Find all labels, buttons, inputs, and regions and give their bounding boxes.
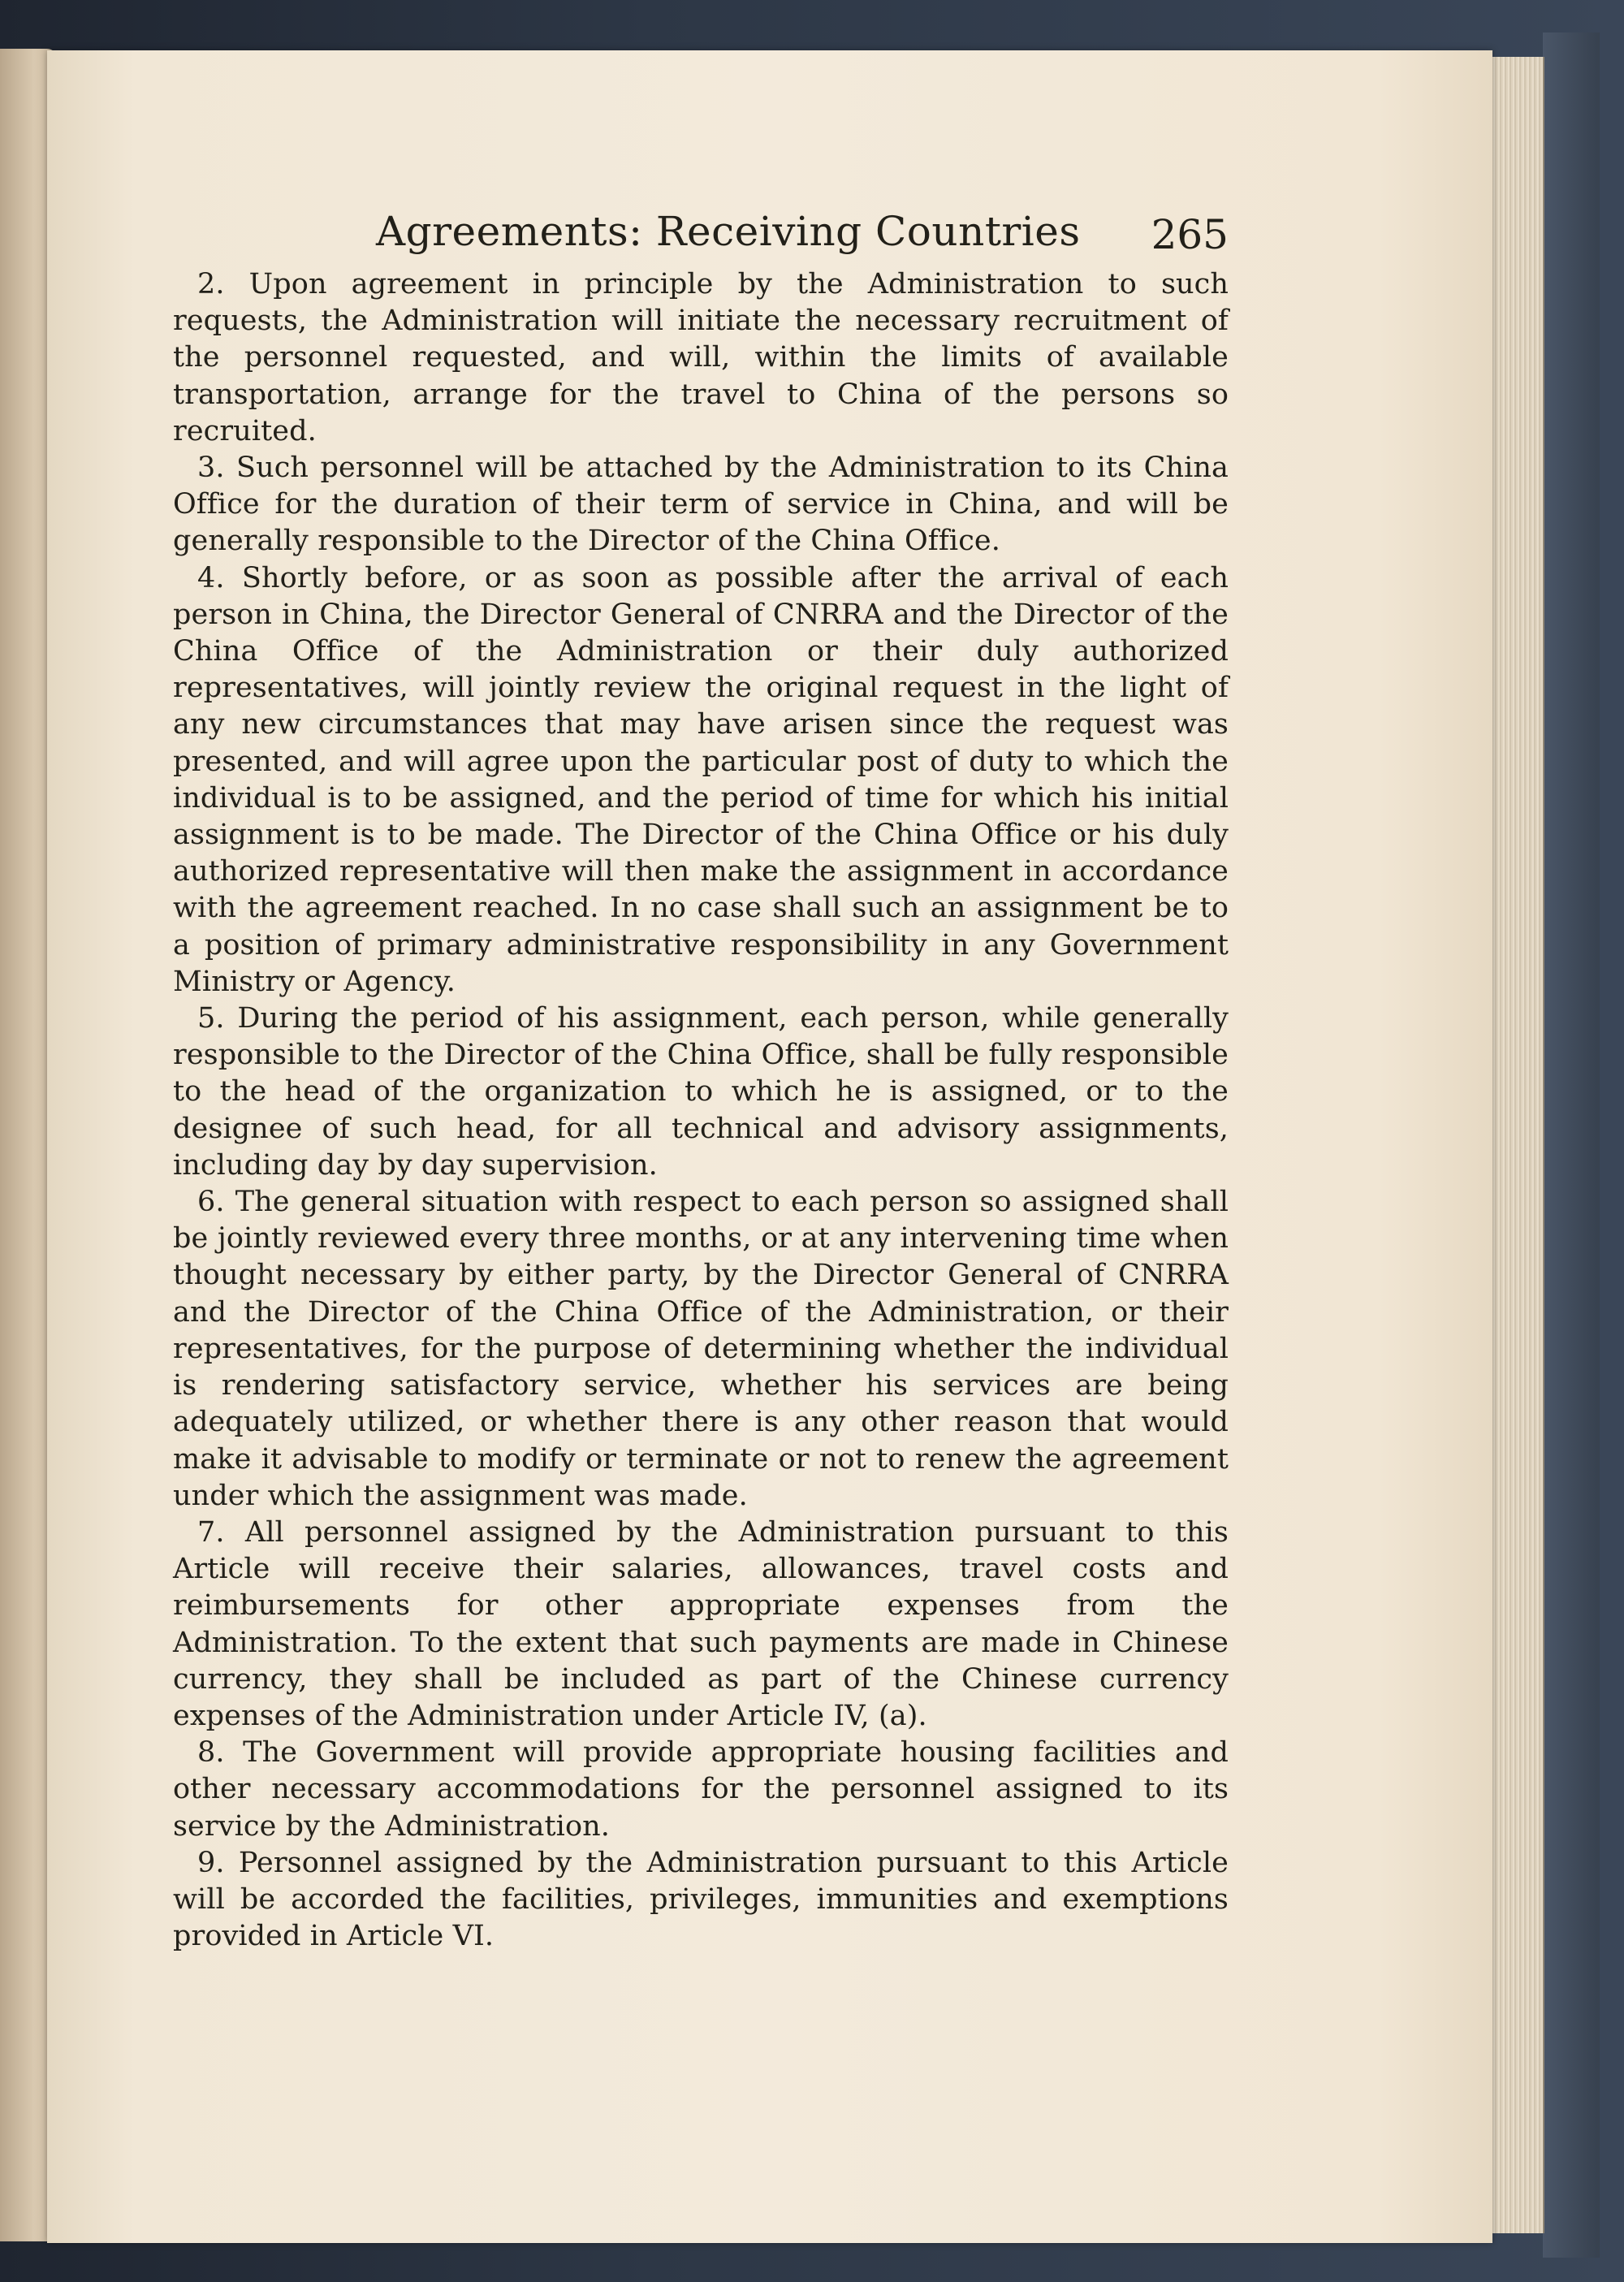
paragraph-7: 7. All personnel assigned by the Administration pursuant to this Article will receive their salaries, allowances, travel costs and reimbursements for other appropriate expenses from the Administration. To the extent that such payments are made in Chinese currency, they shall be included as part of the Chinese currency expenses of the Administration under Article IV, (a). xyxy=(173,1515,1229,1732)
paragraph-6: 6. The general situation with respect to each person so assigned shall be jointly reviewed every three months, or at any intervening time when thought necessary by either party, by the Director General of CNRRA and the Director of the China Office of the Administration, or their representatives, for the purpose of determining whether the individual is rendering satisfactory service, whether his services are being adequately utilized, or whether there is any other reason that would make it advisable to modify or terminate or not to renew the agreement under which the assignment was made. xyxy=(173,1186,1229,1512)
running-title: Agreements: Receiving Countries xyxy=(376,208,1081,255)
paragraph-3: 3. Such personnel will be attached by the Administration to its China Office for the duration of their term of service in China, and will be generally responsible to the Director of the China Office. xyxy=(173,452,1229,558)
page-stack-edge xyxy=(1492,57,1544,2233)
running-head xyxy=(173,203,1229,266)
paragraph-9: 9. Personnel assigned by the Administration pursuant to this Article will be accorded the facilities, privileges, immunities and exemptions provided in Article VI. xyxy=(173,1846,1229,1953)
paragraph-4: 4. Shortly before, or as soon as possible after the arrival of each person in China, the Director General of CNRRA and the Director of the China Office of the Administration or their duly authorized representatives, will jointly review the original request in the light of any new circumstances that may have arisen since the request was presented, and will agree upon the particular post of duty to which the individual is to be assigned, and the period of time for which his initial assignment is to be made. The Director of the China Office or his duly authorized representative will then make the assignment in accordance with the agreement reached. In no case shall such an assignment be to a position of primary administrative responsibility in any Government Ministry or Agency. xyxy=(173,561,1229,998)
paragraph-8: 8. The Government will provide appropriate housing facilities and other necessary accommodations for the personnel assigned to its service by the Administration. xyxy=(173,1736,1229,1843)
paragraph-2: 2. Upon agreement in principle by the Administration to such requests, the Administration will initiate the necessary recruitment of the personnel requested, and will, within the limits of available transportation, arrange for the travel to China of the persons so recruited. xyxy=(173,268,1229,447)
page-text-block xyxy=(173,203,1229,1955)
page-number: 265 xyxy=(1151,211,1229,258)
book-cover-edge xyxy=(1543,32,1600,2258)
paragraph-5: 5. During the period of his assignment, each person, while generally responsible to the Director of the China Office, shall be fully responsible to the head of the organization to which he is assigned, or to the designee of such head, for all technical and advisory assignments, including day by day supervision. xyxy=(173,1002,1229,1182)
